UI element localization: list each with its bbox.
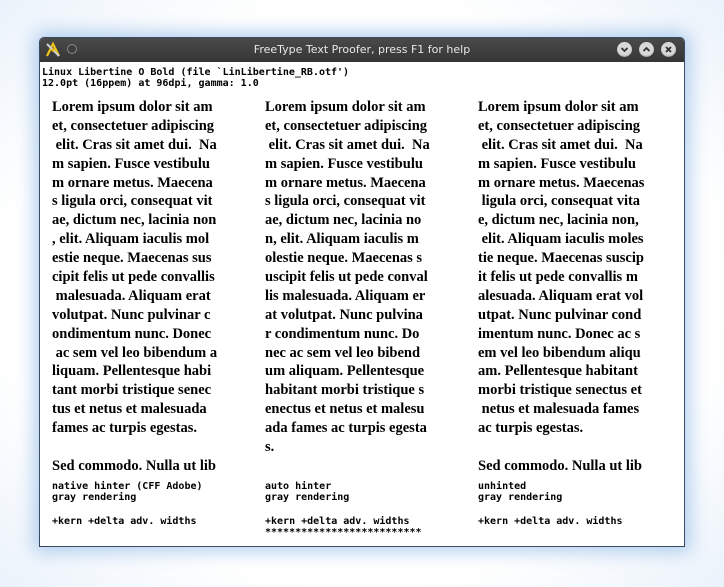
text-line: morbi tristique senectus et <box>478 382 642 399</box>
text-line: elit. Cras sit amet dui. Na <box>265 136 430 153</box>
close-button[interactable] <box>661 42 676 57</box>
text-line: s ligula orci, consequat vit <box>265 193 426 210</box>
text-line: et, consectetuer adipiscing <box>52 117 215 134</box>
text-line: ondimentum nunc. Donec <box>52 325 212 342</box>
text-line: at volutpat. Nunc pulvina <box>265 306 423 323</box>
rendering-label: gray rendering <box>52 492 137 503</box>
proof-column-unhinted <box>478 98 674 546</box>
text-line: ae, dictum nec, lacinia no <box>265 212 422 229</box>
text-line: uscipit felis ut pede conval <box>265 269 428 286</box>
text-line: r condimentum nunc. Do <box>265 325 420 342</box>
text-line <box>478 438 674 457</box>
text-line: alesuada. Aliquam erat vol <box>478 287 644 304</box>
app-window <box>40 38 684 546</box>
text-line: ac sem vel leo bibendum a <box>52 344 218 361</box>
rendering-label: gray rendering <box>265 492 350 503</box>
proof-column-auto <box>265 98 461 546</box>
hinter-label: unhinted <box>478 481 527 492</box>
chevron-down-icon <box>617 42 632 57</box>
close-icon <box>661 42 676 57</box>
hinter-label: native hinter (CFF Adobe) <box>52 481 203 492</box>
text-line: ae, dictum nec, lacinia non <box>52 212 217 229</box>
text-line: ac turpis egestas. <box>478 420 584 437</box>
text-line: am. Pellentesque habitant <box>478 363 638 380</box>
text-line: m ornare metus. Maecena <box>52 174 213 191</box>
text-line: estie neque. Maecenas sus <box>52 250 212 267</box>
text-line: tie neque. Maecenas suscip <box>478 250 644 267</box>
size-info-line: 12.0pt (16ppem) at 96dpi, gamma: 1.0 <box>42 78 259 89</box>
text-line: et, consectetuer adipiscing <box>478 117 641 134</box>
chevron-up-icon <box>639 42 654 57</box>
text-line: Lorem ipsum dolor sit am <box>478 99 639 115</box>
text-line: m sapien. Fusce vestibulu <box>265 155 423 172</box>
title-bar[interactable] <box>40 38 684 62</box>
text-line: , elit. Aliquam iaculis mol <box>52 231 210 248</box>
kern-label: +kern +delta adv. widths <box>52 516 197 527</box>
proof-text <box>478 98 674 470</box>
window-menu-icon[interactable] <box>67 44 77 54</box>
proof-canvas[interactable] <box>41 62 683 546</box>
text-line: Lorem ipsum dolor sit am <box>52 99 213 115</box>
text-line: malesuada. Aliquam erat <box>52 287 211 304</box>
text-line: n, elit. Aliquam iaculis m <box>265 231 419 248</box>
proof-text <box>265 98 461 470</box>
kern-label: +kern +delta adv. widths <box>478 516 623 527</box>
text-line: enectus et netus et malesu <box>265 401 425 418</box>
text-line <box>52 438 248 457</box>
text-line: imentum nunc. Donec ac s <box>478 325 641 342</box>
text-line: Lorem ipsum dolor sit am <box>265 99 426 115</box>
text-line: ligula orci, consequat vita <box>478 193 641 210</box>
text-line: habitant morbi tristique s <box>265 382 425 399</box>
text-line: e, dictum nec, lacinia non, <box>478 212 639 229</box>
text-line: cipit felis ut pede convallis <box>52 269 215 286</box>
text-line: um aliquam. Pellentesque <box>265 363 425 380</box>
text-line: m sapien. Fusce vestibulu <box>478 155 636 172</box>
text-line: olestie neque. Maecenas s <box>265 250 423 267</box>
text-line: em vel leo bibendum aliqu <box>478 344 641 361</box>
text-line: elit. Cras sit amet dui. Na <box>52 136 217 153</box>
maximize-button[interactable] <box>639 42 654 57</box>
proof-column-native <box>52 98 248 546</box>
text-line: tus et netus et malesuada <box>52 401 207 418</box>
text-line: Sed commodo. Nulla ut lib <box>52 457 216 470</box>
rendering-label: gray rendering <box>478 492 563 503</box>
text-line: nec ac sem vel leo bibend <box>265 344 421 361</box>
text-line: lis malesuada. Aliquam er <box>265 287 426 304</box>
text-line: liquam. Pellentesque habi <box>52 363 212 380</box>
kern-label: +kern +delta adv. widths <box>265 516 410 527</box>
text-line: s. <box>265 439 275 456</box>
text-line: m ornare metus. Maecenas <box>478 174 645 191</box>
text-line: netus et malesuada fames <box>478 401 640 418</box>
text-line: et, consectetuer adipiscing <box>265 117 428 134</box>
text-line: elit. Cras sit amet dui. Na <box>478 136 643 153</box>
text-line <box>265 457 461 470</box>
font-info-line: Linux Libertine O Bold (file `LinLibertine_RB.otf') <box>42 67 350 78</box>
hinter-label: auto hinter <box>265 481 332 492</box>
ftview-app-icon[interactable] <box>44 41 62 59</box>
text-line: m sapien. Fusce vestibulu <box>52 155 210 172</box>
proof-text <box>52 98 248 470</box>
text-line: it felis ut pede convallis m <box>478 269 638 286</box>
text-line: fames ac turpis egestas. <box>52 420 197 437</box>
text-line: utpat. Nunc pulvinar cond <box>478 306 642 323</box>
text-line: Sed commodo. Nulla ut lib <box>478 457 642 470</box>
active-column-marker: ************************** <box>265 527 422 538</box>
text-line: s ligula orci, consequat vit <box>52 193 213 210</box>
text-line: volutpat. Nunc pulvinar c <box>52 306 211 323</box>
text-line: tant morbi tristique senec <box>52 382 212 399</box>
text-line: ada fames ac turpis egesta <box>265 420 427 437</box>
minimize-button[interactable] <box>617 42 632 57</box>
text-line: elit. Aliquam iaculis moles <box>478 231 644 248</box>
text-line: m ornare metus. Maecena <box>265 174 426 191</box>
window-title: FreeType Text Proofer, press F1 for help <box>253 43 471 56</box>
